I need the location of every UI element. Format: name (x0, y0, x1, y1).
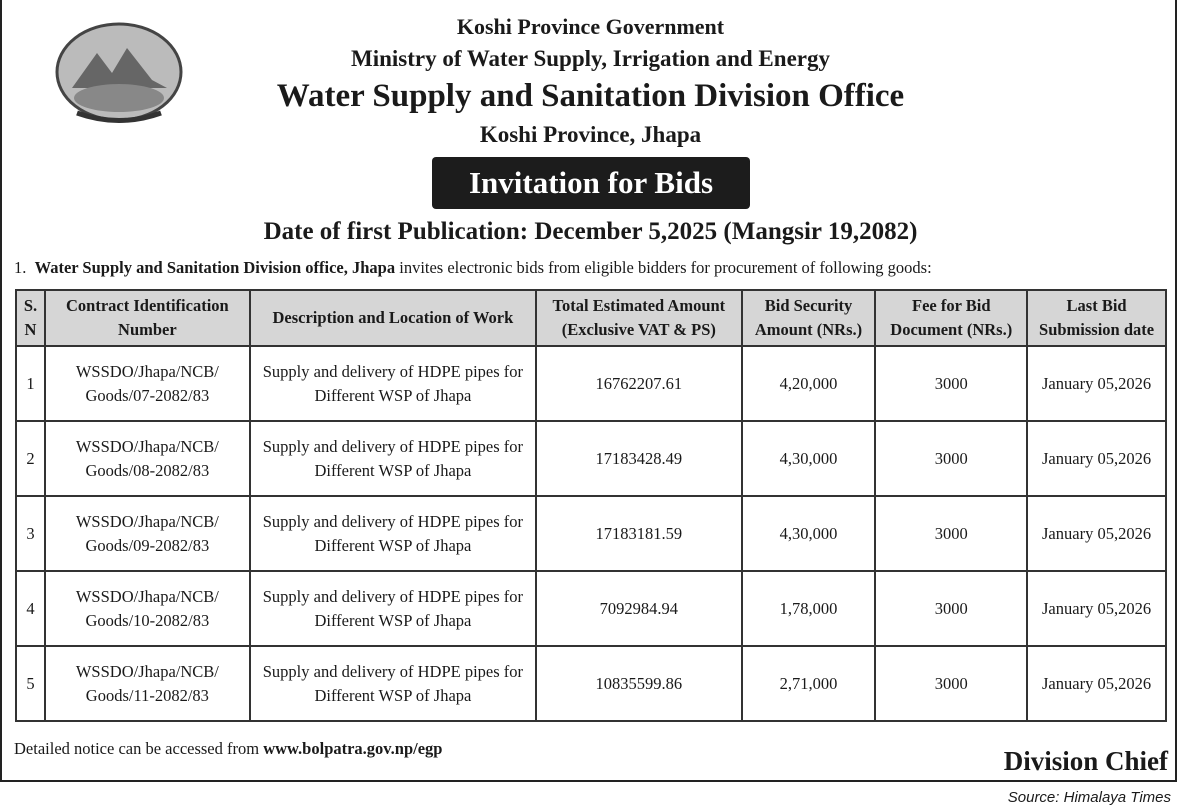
table-cell: January 05,2026 (1027, 421, 1166, 496)
table-cell: 1 (16, 346, 45, 421)
source-credit: Source: Himalaya Times (1007, 789, 1171, 806)
column-header: Description and Location of Work (250, 290, 536, 346)
ministry-name: Ministry of Water Supply, Irrigation and Energy (350, 46, 830, 71)
table-cell: Supply and delivery of HDPE pipes for Different WSP of Jhapa (250, 646, 536, 721)
table-cell: WSSDO/Jhapa/NCB/ Goods/08-2082/83 (45, 421, 250, 496)
table-cell: 3000 (875, 571, 1027, 646)
table-cell: 1,78,000 (742, 571, 876, 646)
table-cell: Supply and delivery of HDPE pipes for Different WSP of Jhapa (250, 496, 536, 571)
column-header: Last Bid Submission date (1027, 290, 1166, 346)
table-cell: 4,30,000 (742, 421, 876, 496)
table-cell: 4 (16, 571, 45, 646)
table-cell: 3000 (875, 496, 1027, 571)
column-header: S. N (16, 290, 45, 346)
column-header: Contract Identification Number (45, 290, 250, 346)
table-cell: WSSDO/Jhapa/NCB/ Goods/11-2082/83 (45, 646, 250, 721)
table-cell: 2,71,000 (742, 646, 876, 721)
intro-office: Water Supply and Sanitation Division office, Jhapa (34, 258, 396, 277)
table-row (16, 571, 1166, 646)
table-cell: WSSDO/Jhapa/NCB/ Goods/07-2082/83 (45, 346, 250, 421)
table-cell: January 05,2026 (1027, 346, 1166, 421)
column-header: Fee for Bid Document (NRs.) (875, 290, 1027, 346)
table-cell: 4,20,000 (742, 346, 876, 421)
bids-table (15, 289, 1167, 722)
signatory: Division Chief (1003, 746, 1168, 776)
publication-date: Date of first Publication: December 5,2025 (Mangsir 19,2082) (263, 218, 918, 245)
intro-number: 1. (14, 258, 27, 277)
table-cell: January 05,2026 (1027, 496, 1166, 571)
table-cell: 17183428.49 (536, 421, 742, 496)
table-cell: 3000 (875, 646, 1027, 721)
government-name: Koshi Province Government (456, 14, 725, 39)
table-cell: 10835599.86 (536, 646, 742, 721)
table-cell: 5 (16, 646, 45, 721)
table-cell: 17183181.59 (536, 496, 742, 571)
intro-body: invites electronic bids from eligible bidders for procurement of following goods: (395, 258, 932, 277)
table-cell: WSSDO/Jhapa/NCB/ Goods/09-2082/83 (45, 496, 250, 571)
table-cell: 3 (16, 496, 45, 571)
table-cell: Supply and delivery of HDPE pipes for Different WSP of Jhapa (250, 421, 536, 496)
table-cell: 3000 (875, 346, 1027, 421)
column-header: Total Estimated Amount (Exclusive VAT & PS) (536, 290, 742, 346)
column-header: Bid Security Amount (NRs.) (742, 290, 876, 346)
table-cell: 2 (16, 421, 45, 496)
bolpatra-link[interactable]: www.bolpatra.gov.np/egp (263, 739, 443, 758)
table-cell: WSSDO/Jhapa/NCB/ Goods/10-2082/83 (45, 571, 250, 646)
footer-note (14, 739, 442, 759)
table-cell: 16762207.61 (536, 346, 742, 421)
table-cell: Supply and delivery of HDPE pipes for Different WSP of Jhapa (250, 571, 536, 646)
table-cell: January 05,2026 (1027, 571, 1166, 646)
table-cell: January 05,2026 (1027, 646, 1166, 721)
table-cell: 7092984.94 (536, 571, 742, 646)
footer-text: Detailed notice can be accessed from (14, 739, 264, 758)
table-cell: Supply and delivery of HDPE pipes for Different WSP of Jhapa (250, 346, 536, 421)
table-row (16, 646, 1166, 721)
office-name: Water Supply and Sanitation Division Office (276, 78, 905, 114)
table-cell: 4,30,000 (742, 496, 876, 571)
notice-title: Invitation for Bids (432, 157, 750, 209)
table-row (16, 346, 1166, 421)
table-cell: 3000 (875, 421, 1027, 496)
table-row (16, 421, 1166, 496)
intro-text (14, 258, 932, 278)
table-row (16, 496, 1166, 571)
office-location: Koshi Province, Jhapa (479, 122, 702, 147)
